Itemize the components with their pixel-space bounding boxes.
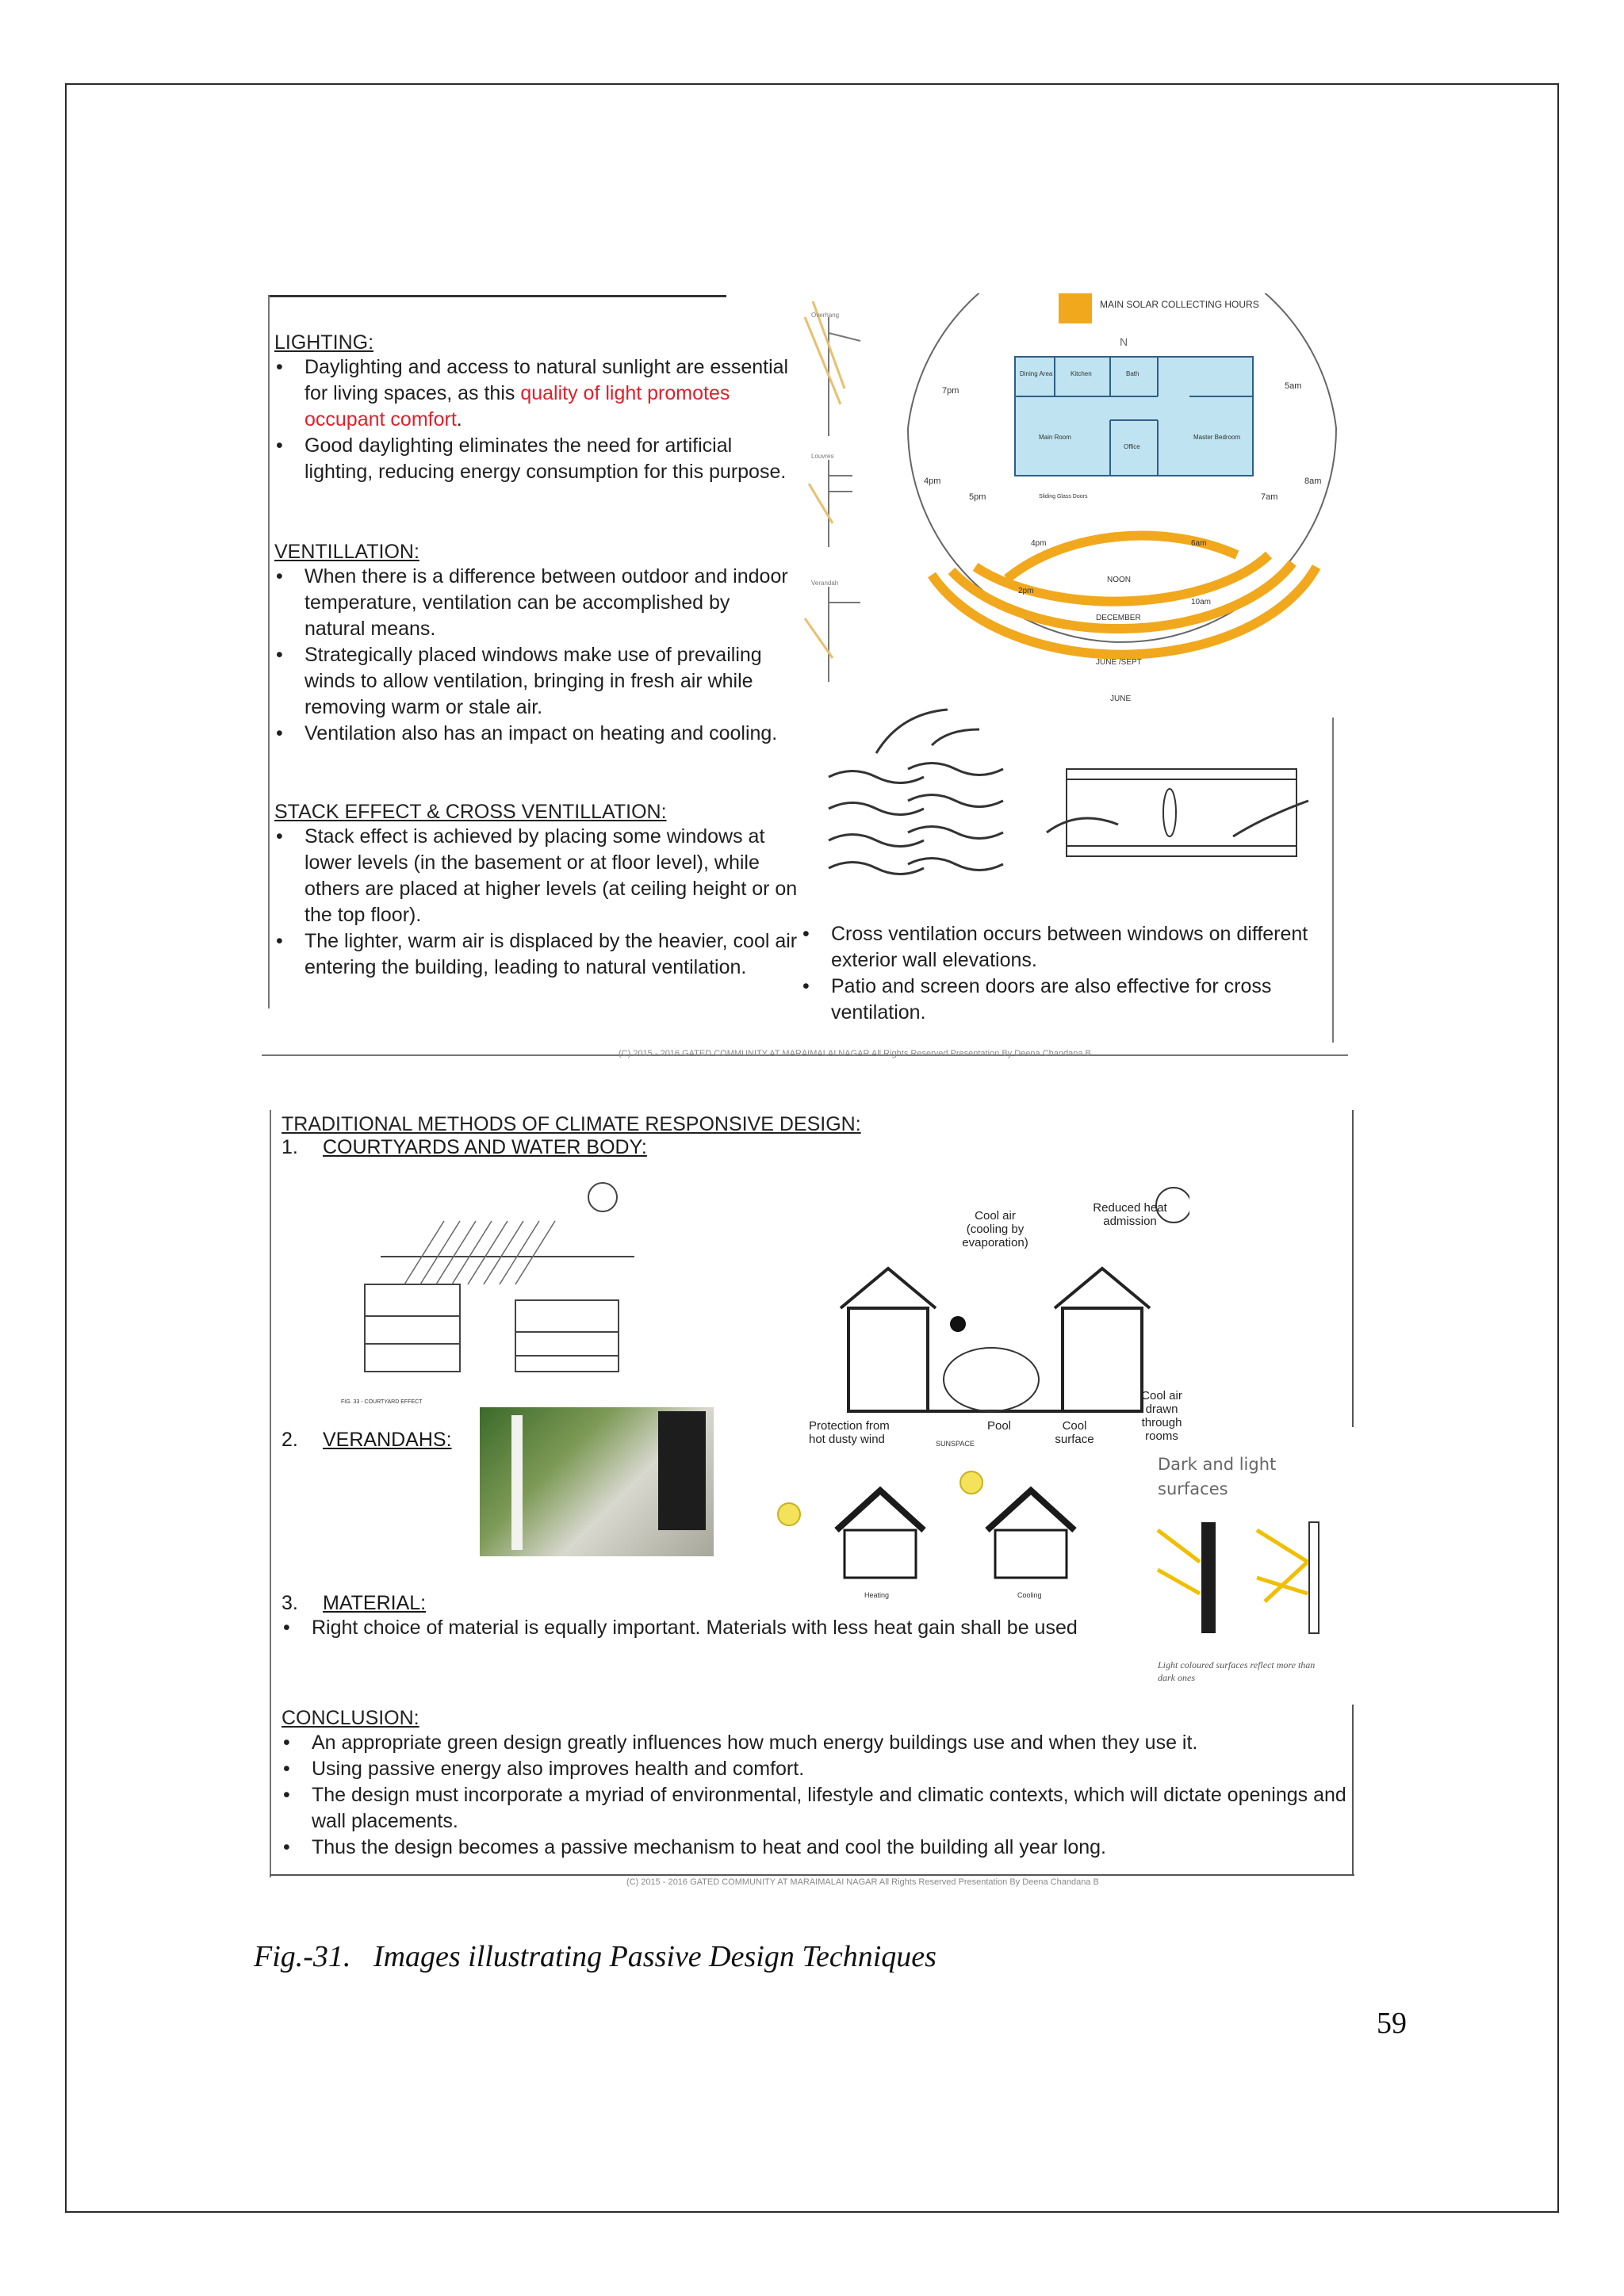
cool-surface-label: Cool surface <box>1055 1419 1094 1446</box>
item-3-number: 3. <box>282 1592 298 1614</box>
stack-effect-item: • Stack effect is achieved by placing some windows at lower levels (in the basement or at floor level), while others are placed at higher levels (at ceiling height or on the top floor). <box>274 824 798 928</box>
cool-air-drawn-label: Cool air drawn through rooms <box>1141 1389 1182 1443</box>
legend-swatch <box>1059 293 1092 323</box>
cross-vent-list <box>801 921 1332 1026</box>
courtyard-effect-drawing <box>333 1173 650 1411</box>
cross-vent-item: • Cross ventilation occurs between windows on different exterior wall elevations. <box>801 921 1332 974</box>
item-3-label: MATERIAL: <box>323 1592 427 1614</box>
room-label: Kitchen <box>1071 370 1092 377</box>
arc-label: DECEMBER <box>1096 614 1141 622</box>
arc-label: JUNE <box>1110 695 1132 703</box>
arc-label: 10am <box>1191 598 1212 607</box>
lighting-list <box>274 354 790 485</box>
sunspace-diagram <box>765 1435 1098 1601</box>
room-label: Dining Area <box>1020 370 1053 377</box>
stack-effect-item: • The lighter, warm air is displaced by the heavier, cool air entering the building, leading to natural ventilation. <box>274 928 798 981</box>
stack-effect-diagram <box>821 698 1027 880</box>
room-label: Sliding Glass Doors <box>1039 494 1088 499</box>
slide-1-left-rule <box>268 295 270 1008</box>
item-1-number: 1. <box>282 1136 298 1158</box>
hour-label: 8am <box>1304 476 1322 486</box>
verandah-window-strip <box>658 1411 706 1530</box>
item-3-row <box>282 1592 1185 1615</box>
shading-label: Verandah <box>811 580 839 587</box>
item-2-label: VERANDAHS: <box>323 1429 452 1451</box>
hour-label: 5pm <box>969 492 986 502</box>
lighting-item: • Daylighting and access to natural sunlight are essential for living spaces, as this quality of light promotes occupant comfort. <box>274 354 790 433</box>
solar-diagram <box>888 293 1356 706</box>
cooling-label: Cooling <box>1017 1591 1042 1599</box>
conclusion-item: • Using passive energy also improves health and comfort. <box>282 1756 1348 1782</box>
sun-icon <box>588 1183 617 1211</box>
ventilation-item: • Ventilation also has an impact on heating and cooling. <box>274 721 790 747</box>
courtyard-figure-label: FIG. 33 - COURTYARD EFFECT <box>341 1399 423 1405</box>
north-marker: N <box>1120 335 1128 348</box>
stack-effect-section <box>274 801 798 981</box>
room-label: Main Room <box>1039 434 1071 441</box>
slide-2-left-rule <box>270 1110 271 1877</box>
protection-label: Protection from hot dusty wind <box>809 1419 890 1446</box>
arc-label: 4pm <box>1031 539 1047 548</box>
lighting-heading: LIGHTING: <box>274 331 374 354</box>
traditional-methods-heading: TRADITIONAL METHODS OF CLIMATE RESPONSIVE DESIGN: <box>282 1113 861 1135</box>
ventilation-list <box>274 564 790 747</box>
conclusion-list <box>282 1730 1348 1861</box>
sun-icon <box>778 1503 800 1525</box>
verandah-pillars <box>511 1415 523 1550</box>
shading-label: Louvres <box>811 453 834 460</box>
arc-label: NOON <box>1107 576 1131 584</box>
material-item: • Right choice of material is equally important. Materials with less heat gain shall be used <box>282 1615 1185 1641</box>
page-number: 59 <box>1377 2007 1407 2040</box>
heating-label: Heating <box>864 1591 890 1599</box>
lighting-item: • Good daylighting eliminates the need for artificial lighting, reducing energy consumption for this purpose. <box>274 433 790 485</box>
material-section <box>282 1592 1185 1641</box>
conclusion-section <box>282 1707 1348 1861</box>
conclusion-item: • The design must incorporate a myriad of environmental, lifestyle and climatic contexts, which will dictate openings and wall placements. <box>282 1782 1348 1835</box>
cross-vent-section <box>801 921 1332 1026</box>
conclusion-item: • Thus the design becomes a passive mechanism to heat and cool the building all year long. <box>282 1835 1348 1861</box>
sunspace-label: SUNSPACE <box>936 1440 975 1448</box>
room-label: Office <box>1124 443 1140 450</box>
light-surface-note: Light coloured surfaces reflect more than dark ones <box>1158 1659 1316 1683</box>
slide-2-copyright: (C) 2015 - 2016 GATED COMMUNITY AT MARAIMALAI NAGAR All Rights Reserved Presentation By Deena Chandana B <box>626 1877 1099 1887</box>
room-label: Master Bedroom <box>1193 434 1241 441</box>
item-1-label: COURTYARDS AND WATER BODY: <box>323 1136 647 1158</box>
sun-icon <box>960 1471 982 1494</box>
conclusion-item: • An appropriate green design greatly influences how much energy buildings use and when they use it. <box>282 1730 1348 1756</box>
figure-caption: Fig.-31. Images illustrating Passive Design Techniques <box>254 1940 936 1973</box>
arc-label: JUNE /SEPT <box>1096 658 1142 667</box>
stack-effect-list <box>274 824 798 981</box>
hour-label: 7pm <box>942 386 959 396</box>
ventilation-item: • Strategically placed windows make use of prevailing winds to allow ventilation, bringing in fresh air while removing warm or stale air. <box>274 642 790 721</box>
slide-1-copyright: (C) 2015 - 2016 GATED COMMUNITY AT MARAIMALAI NAGAR All Rights Reserved Presentation By Deena Chandana B <box>619 1049 1091 1058</box>
slide-2-bottom-rule <box>270 1874 1354 1876</box>
ventilation-item: • When there is a difference between outdoor and indoor temperature, ventilation can be accomplished by natural means. <box>274 564 790 642</box>
cool-air-label: Cool air (cooling by evaporation) <box>962 1209 1028 1249</box>
shading-devices-diagram <box>797 285 876 698</box>
legend-label: MAIN SOLAR COLLECTING HOURS <box>1100 299 1259 310</box>
item-2-row <box>282 1429 452 1452</box>
hour-label: 4pm <box>924 476 941 486</box>
shading-label: Overhang <box>811 312 840 319</box>
ventilation-heading: VENTILLATION: <box>274 541 419 563</box>
arc-label: 2pm <box>1018 587 1034 595</box>
hour-label: 5am <box>1285 381 1302 391</box>
cross-vent-right-rule <box>1332 718 1334 1043</box>
cross-ventilation-diagram <box>1043 757 1320 868</box>
conclusion-heading: CONCLUSION: <box>282 1707 419 1729</box>
cross-vent-item: • Patio and screen doors are also effective for cross ventilation. <box>801 974 1332 1026</box>
room-label: Bath <box>1126 370 1139 377</box>
item-2-number: 2. <box>282 1429 298 1451</box>
reduced-heat-label: Reduced heat admission <box>1093 1201 1167 1228</box>
pool-label: Pool <box>986 1419 1012 1433</box>
arc-label: 6am <box>1191 539 1207 548</box>
material-list <box>282 1615 1185 1641</box>
lighting-section <box>274 331 790 485</box>
slide-2-right-rule <box>1352 1110 1354 1427</box>
hour-label: 7am <box>1261 492 1278 502</box>
stack-effect-heading: STACK EFFECT & CROSS VENTILLATION: <box>274 801 667 823</box>
slide-1-top-rule <box>268 295 726 297</box>
verandah-photo <box>480 1407 714 1556</box>
slide-2-right-rule-lower <box>1352 1705 1354 1875</box>
ventilation-section <box>274 541 790 747</box>
dark-light-label: Dark and light surfaces <box>1158 1455 1277 1498</box>
